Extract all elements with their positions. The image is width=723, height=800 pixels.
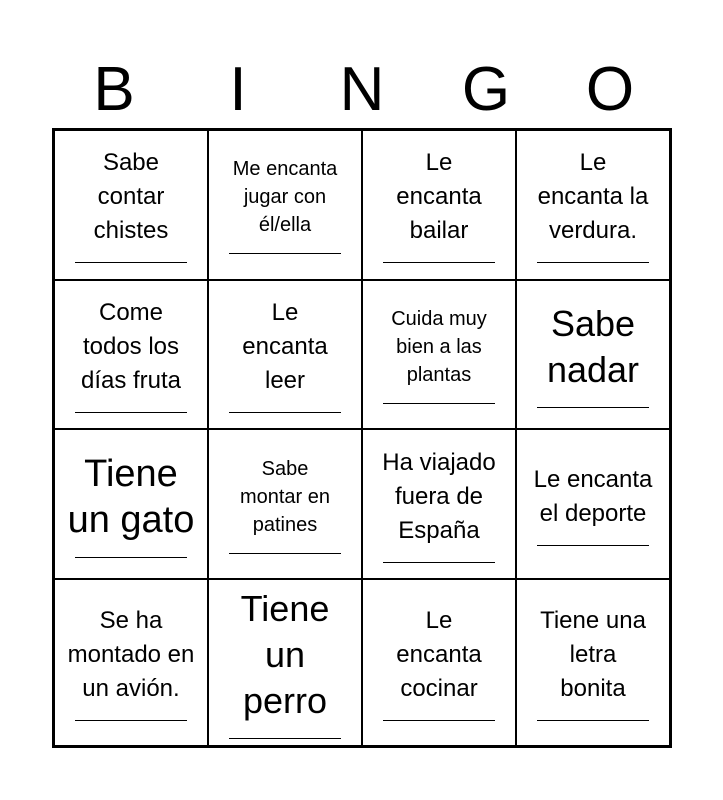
bingo-cell[interactable] — [208, 579, 362, 746]
bingo-cell[interactable] — [54, 579, 208, 746]
cell-text: Se ha montado en un avión. — [67, 607, 195, 702]
signature-line — [383, 710, 495, 721]
bingo-cell[interactable] — [516, 579, 670, 746]
bingo-cell[interactable] — [54, 130, 208, 280]
cell-text: Me encanta jugar con él/ella — [232, 158, 338, 237]
bingo-cell[interactable] — [362, 579, 516, 746]
cell-text: Le encanta cocinar — [396, 607, 482, 702]
signature-line — [537, 535, 649, 546]
signature-line — [75, 252, 187, 263]
cell-text: Come todos los días fruta — [80, 298, 182, 394]
bingo-cell[interactable] — [516, 280, 670, 430]
cell-text: Tiene un perro — [240, 588, 330, 721]
bingo-cell[interactable] — [516, 429, 670, 579]
cell-text: Le encanta bailar — [396, 149, 482, 245]
bingo-grid — [52, 128, 672, 748]
signature-line — [75, 547, 187, 558]
bingo-cell[interactable] — [362, 429, 516, 579]
signature-line — [229, 243, 341, 254]
bingo-cell[interactable] — [208, 280, 362, 430]
bingo-cell[interactable] — [362, 130, 516, 280]
bingo-cell[interactable] — [54, 429, 208, 579]
cell-text: Le encanta la verdura. — [537, 149, 649, 245]
signature-line — [229, 402, 341, 413]
header-letter-g: G — [461, 55, 511, 124]
bingo-cell[interactable] — [208, 130, 362, 280]
cell-text: Tiene un gato — [67, 452, 195, 541]
header-letter-n: N — [339, 55, 385, 124]
cell-text: Tiene una letra bonita — [540, 607, 646, 702]
signature-line — [383, 552, 495, 563]
cell-text: Cuida muy bien a las plantas — [391, 307, 487, 386]
signature-line — [383, 252, 495, 263]
signature-line — [229, 543, 341, 554]
signature-line — [383, 393, 495, 404]
cell-text: Ha viajado fuera de España — [382, 448, 496, 544]
cell-text: Le encanta leer — [242, 298, 328, 394]
signature-line — [75, 710, 187, 721]
cell-text: Le encanta el deporte — [533, 465, 653, 527]
header-letter-b: B — [93, 55, 135, 124]
header-letter-o: O — [585, 55, 635, 124]
signature-line — [229, 728, 341, 739]
bingo-cell[interactable] — [362, 280, 516, 430]
bingo-header — [52, 52, 672, 128]
cell-text: Sabe montar en patines — [239, 457, 331, 536]
bingo-cell[interactable] — [208, 429, 362, 579]
signature-line — [537, 252, 649, 263]
bingo-cell[interactable] — [516, 130, 670, 280]
signature-line — [537, 397, 649, 408]
signature-line — [75, 402, 187, 413]
signature-line — [537, 710, 649, 721]
header-letter-i: I — [229, 55, 247, 124]
cell-text: Sabe nadar — [546, 302, 640, 390]
cell-text: Sabe contar chistes — [93, 149, 169, 245]
bingo-cell[interactable] — [54, 280, 208, 430]
